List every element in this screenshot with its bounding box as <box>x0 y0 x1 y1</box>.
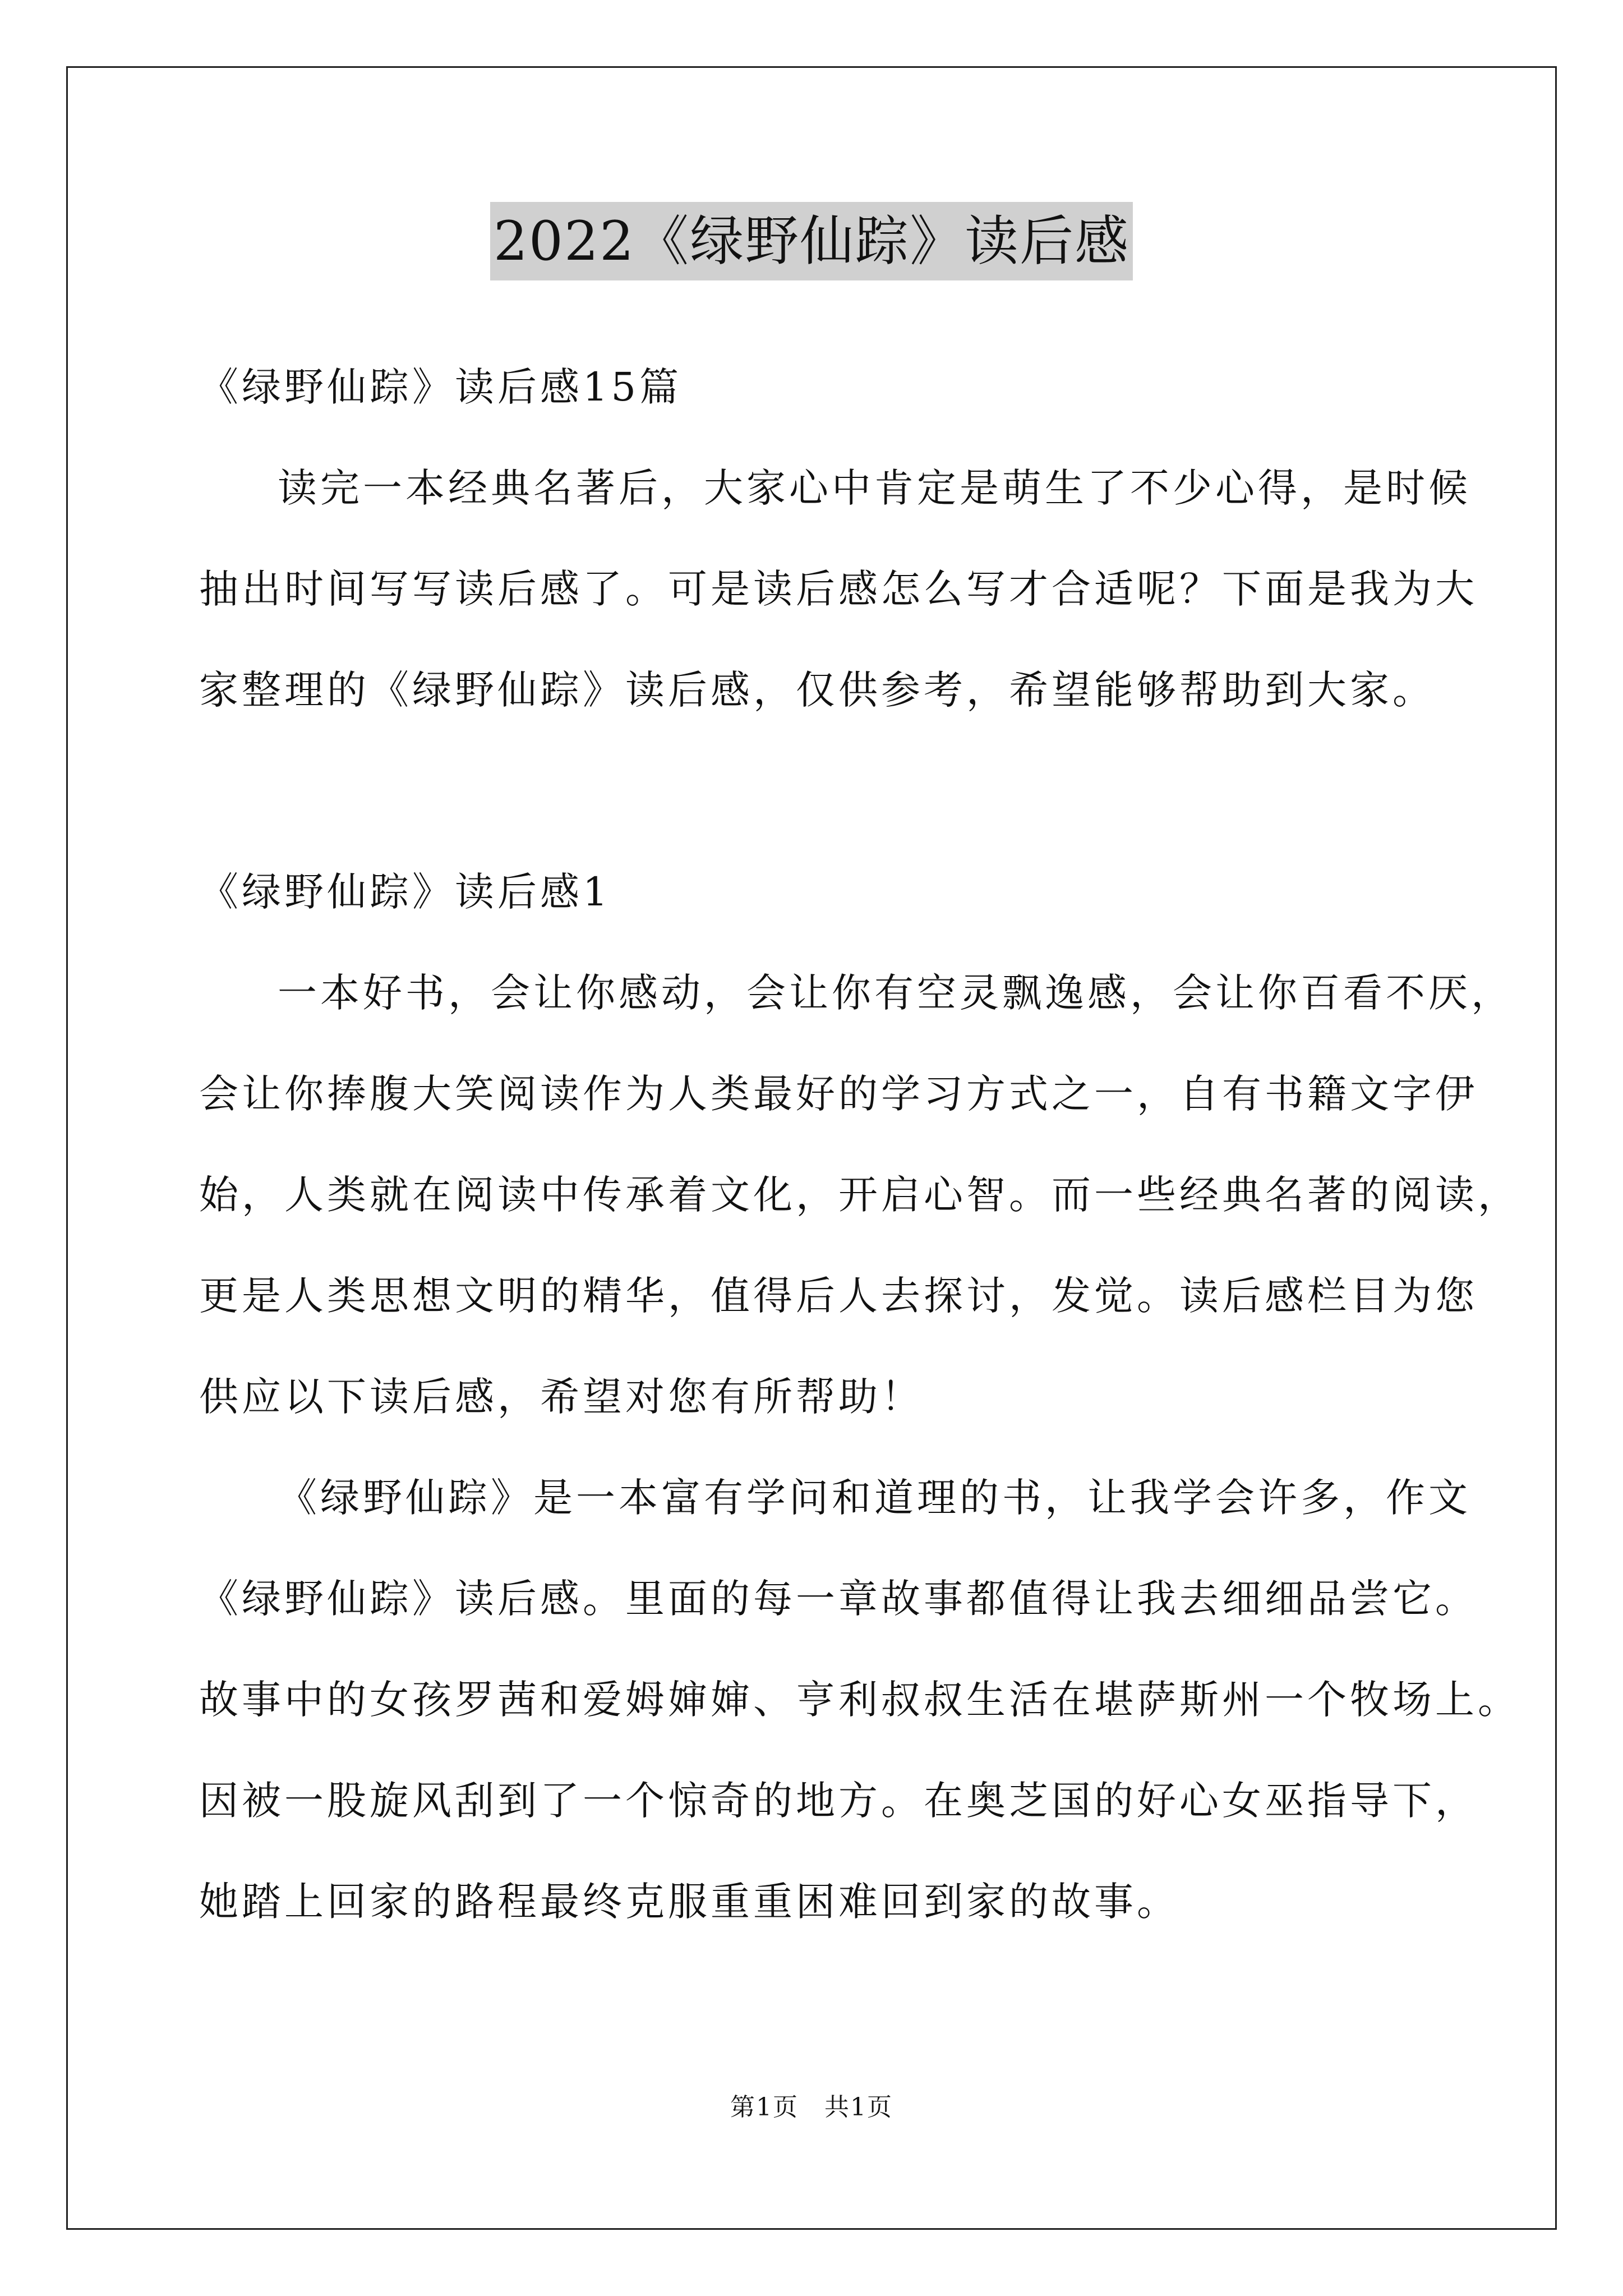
paragraph-line: 《绿野仙踪》是一本富有学问和道理的书，让我学会许多，作文 <box>278 1475 1471 1521</box>
paragraph-line: 供应以下读后感，希望对您有所帮助！ <box>199 1374 924 1420</box>
paragraph-line: 《绿野仙踪》读后感。里面的每一章故事都值得让我去细细品尝它。 <box>199 1576 1478 1622</box>
paragraph-line: 更是人类思想文明的精华，值得后人去探讨，发觉。读后感栏目为您 <box>199 1273 1478 1319</box>
section-1-paragraph-2 <box>199 1447 1520 1952</box>
paragraph-line: 她踏上回家的路程最终克服重重困难回到家的故事。 <box>199 1879 1179 1925</box>
paragraph-line: 会让你捧腹大笑阅读作为人类最好的学习方式之一，自有书籍文字伊 <box>199 1071 1478 1117</box>
section-spacer <box>199 740 1461 841</box>
page-footer: 第1页 共1页 <box>730 2093 893 2122</box>
paragraph-line: 读完一本经典名著后，大家心中肯定是萌生了不少心得，是时候 <box>278 465 1471 511</box>
paragraph-line: 始，人类就在阅读中传承着文化，开启心智。而一些经典名著的阅读， <box>199 1172 1520 1218</box>
document-body <box>199 337 1520 1952</box>
subtitle: 《绿野仙踪》读后感15篇 <box>199 364 683 410</box>
paragraph-line: 故事中的女孩罗茜和爱姆婶婶、亨利叔叔生活在堪萨斯州一个牧场上。 <box>199 1677 1520 1723</box>
paragraph-line: 抽出时间写写读后感了。可是读后感怎么写才合适呢？下面是我为大 <box>199 566 1478 612</box>
intro-paragraph <box>199 438 1478 740</box>
paragraph-line: 家整理的《绿野仙踪》读后感，仅供参考，希望能够帮助到大家。 <box>199 667 1435 713</box>
paragraph-line: 一本好书，会让你感动，会让你有空灵飘逸感，会让你百看不厌， <box>278 970 1514 1016</box>
section-heading: 《绿野仙踪》读后感1 <box>199 869 611 915</box>
paragraph-line: 因被一股旋风刮到了一个惊奇的地方。在奥芝国的好心女巫指导下， <box>199 1778 1478 1824</box>
document-title: 2022《绿野仙踪》读后感 <box>490 202 1133 280</box>
title-container <box>0 202 1623 280</box>
section-1-paragraph-1 <box>199 942 1520 1447</box>
